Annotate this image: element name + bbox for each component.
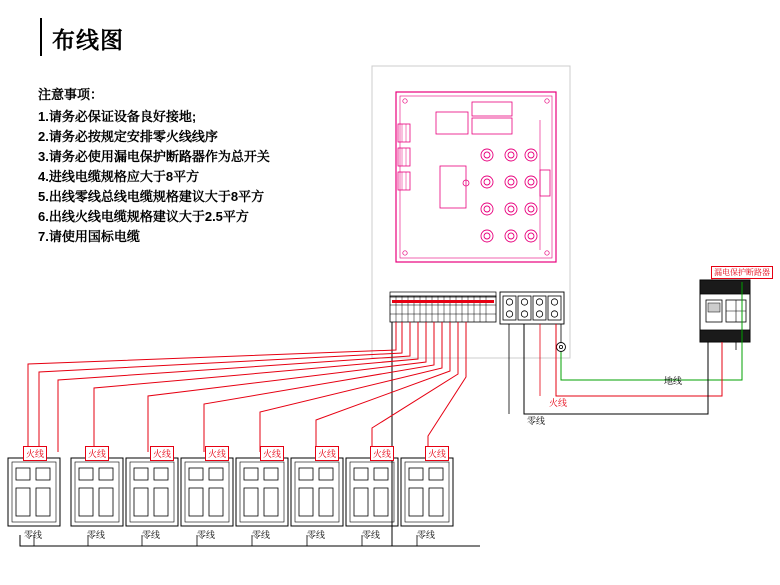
- note-text: 请务必保证设备良好接地;: [48, 109, 197, 124]
- note-text: 出线火线电缆规格建议大于2.5平方: [48, 209, 249, 224]
- socket-row: [8, 458, 453, 526]
- socket-neutral-label: 零线: [24, 530, 43, 540]
- socket-live-label: 火线: [23, 446, 47, 461]
- socket-live-label: 火线: [85, 446, 109, 461]
- socket-live-label: 火线: [315, 446, 339, 461]
- socket-neutral-label: 零线: [252, 530, 271, 540]
- socket-neutral-label: 零线: [142, 530, 161, 540]
- live-branch-wires: [28, 322, 466, 452]
- note-index: 3.: [38, 149, 49, 164]
- note-index: 6.: [38, 209, 49, 224]
- socket-live-label: 火线: [370, 446, 394, 461]
- note-index: 5.: [38, 189, 49, 204]
- note-text: 请务必按规定安排零火线线序: [48, 129, 218, 144]
- note-index: 7.: [38, 229, 49, 244]
- breaker-label: 漏电保护断路器: [711, 266, 773, 279]
- socket-live-label: 火线: [260, 446, 284, 461]
- notes-heading: 注意事项：: [38, 87, 104, 102]
- socket-live-label: 火线: [205, 446, 229, 461]
- socket-neutral-label: 零线: [307, 530, 326, 540]
- note-index: 1.: [38, 109, 49, 124]
- socket-live-label: 火线: [150, 446, 174, 461]
- note-index: 4.: [38, 169, 49, 184]
- socket-neutral-label: 零线: [197, 530, 216, 540]
- note-text: 请务必使用漏电保护断路器作为总开关: [48, 149, 270, 164]
- socket-neutral-label: 零线: [87, 530, 106, 540]
- socket-neutral-label: 零线: [417, 530, 436, 540]
- note-text: 进线电缆规格应大于8平方: [48, 169, 200, 184]
- ground-wire-label: 地线: [664, 376, 683, 386]
- terminal-block: [390, 292, 566, 352]
- socket-neutral-label: 零线: [362, 530, 381, 540]
- controller-unit: [396, 92, 556, 262]
- live-wire-label: 火线: [549, 398, 568, 408]
- neutral-wire-main: [509, 324, 708, 414]
- neutral-wire-label: 零线: [527, 416, 546, 426]
- live-wire-main: [540, 324, 722, 396]
- page-title: 布线图: [52, 27, 124, 53]
- note-text: 请使用国标电缆: [48, 229, 140, 244]
- note-index: 2.: [38, 129, 49, 144]
- note-text: 出线零线总线电缆规格建议大于8平方: [48, 189, 265, 204]
- socket-live-label: 火线: [425, 446, 449, 461]
